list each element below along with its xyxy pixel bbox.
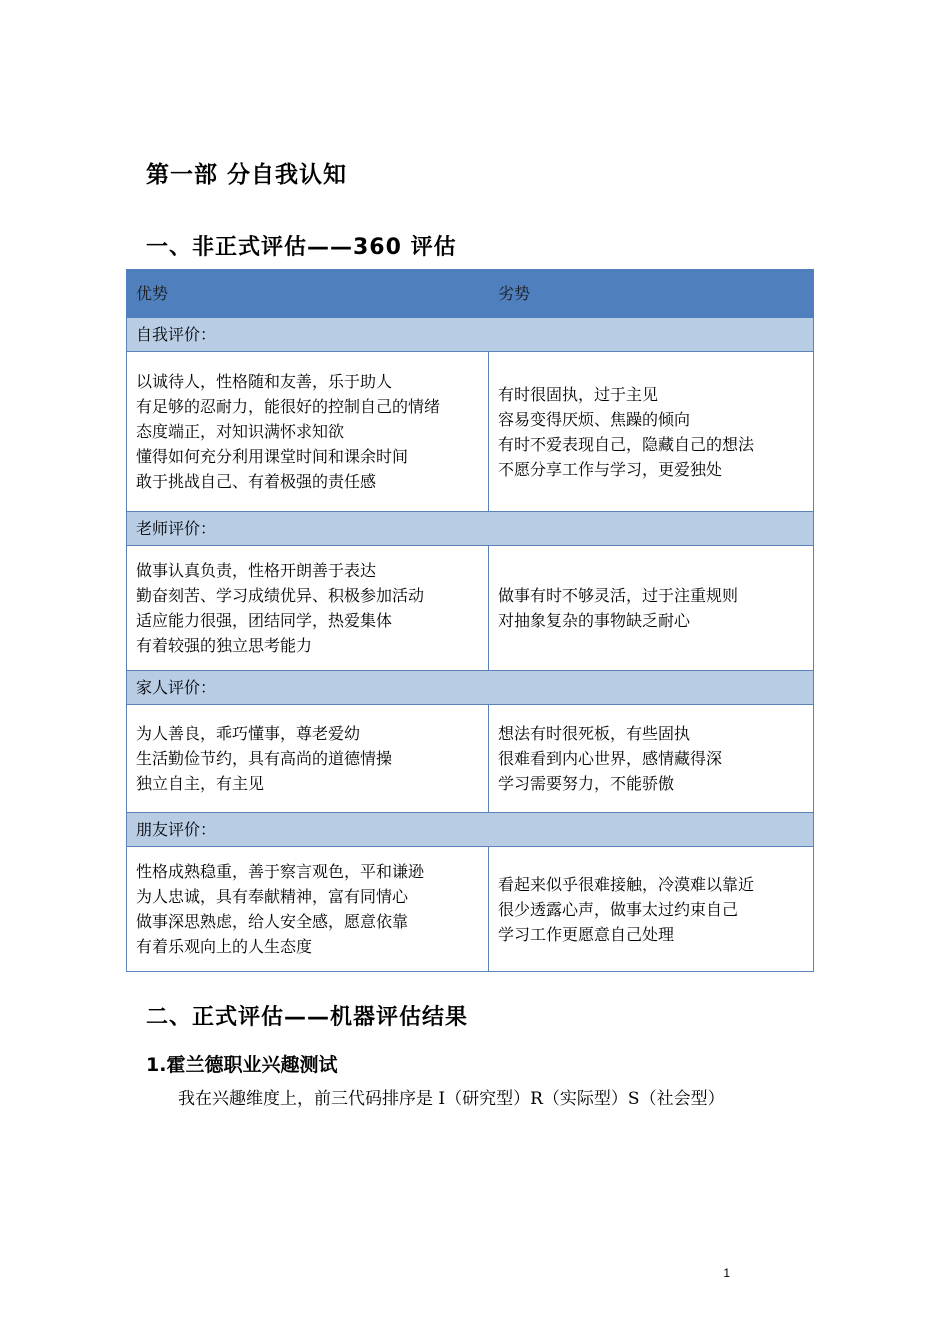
strength-line: 为人善良，乖巧懂事，尊老爱幼 — [136, 724, 361, 743]
section-row-friends — [127, 813, 814, 847]
header-strengths: 优势 — [127, 270, 489, 318]
strength-line: 懂得如何充分利用课堂时间和课余时间 — [136, 447, 409, 466]
weaknesses-cell-friends — [489, 847, 814, 972]
strength-line: 敢于挑战自己、有着极强的责任感 — [136, 472, 377, 491]
weakness-line: 学习工作更愿意自己处理 — [498, 924, 675, 944]
strengths-cell-teacher — [127, 546, 489, 671]
section2-title: 二、正式评估——机器评估结果 — [146, 1005, 469, 1030]
section1-title: 一、非正式评估——360 评估 — [146, 235, 457, 260]
strength-line: 以诚待人，性格随和友善，乐于助人 — [136, 372, 393, 391]
subsection-title: 1.霍兰德职业兴趣测试 — [146, 1054, 338, 1076]
weakness-line: 做事有时不够灵活，过于注重规则 — [498, 586, 739, 605]
strength-line: 做事深思熟虑，给人安全感，愿意依靠 — [136, 912, 409, 931]
section-label-friends: 朋友评价： — [127, 813, 814, 847]
weakness-line: 看起来似乎很难接触，冷漠难以靠近 — [498, 874, 755, 894]
table-header-row — [127, 270, 814, 318]
evaluation-table — [126, 269, 814, 972]
strength-line: 适应能力很强，团结同学，热爱集体 — [136, 611, 393, 630]
content-row-self — [127, 352, 814, 512]
section-row-self — [127, 318, 814, 352]
section-label-self: 自我评价： — [127, 318, 814, 352]
weaknesses-cell-family — [489, 705, 814, 813]
weakness-line: 不愿分享工作与学习，更爱独处 — [498, 459, 723, 479]
weakness-line: 有时不爱表现自己，隐藏自己的想法 — [498, 434, 755, 454]
weaknesses-cell-teacher — [489, 546, 814, 671]
weakness-line: 容易变得厌烦、焦躁的倾向 — [498, 409, 691, 429]
content-row-friends — [127, 847, 814, 972]
strength-line: 做事认真负责，性格开朗善于表达 — [136, 561, 377, 580]
section-row-teacher — [127, 512, 814, 546]
section-label-teacher: 老师评价： — [127, 512, 814, 546]
strengths-cell-friends — [127, 847, 489, 972]
strength-line: 为人忠诚，具有奉献精神，富有同情心 — [136, 887, 409, 906]
weaknesses-cell-self — [489, 352, 814, 512]
section-row-family — [127, 671, 814, 705]
content-row-teacher — [127, 546, 814, 671]
weakness-line: 有时很固执，过于主见 — [498, 384, 659, 404]
strength-line: 性格成熟稳重，善于察言观色，平和谦逊 — [136, 862, 425, 881]
strength-line: 有着乐观向上的人生态度 — [136, 937, 313, 956]
weakness-line: 对抽象复杂的事物缺乏耐心 — [498, 611, 691, 630]
section-label-family: 家人评价： — [127, 671, 814, 705]
weakness-line: 学习需要努力，不能骄傲 — [498, 774, 675, 793]
strength-line: 勤奋刻苦、学习成绩优异、积极参加活动 — [136, 586, 425, 605]
strength-line: 有足够的忍耐力，能很好的控制自己的情绪 — [136, 397, 441, 416]
weakness-line: 很少透露心声，做事太过约束自己 — [498, 899, 739, 919]
strengths-cell-self — [127, 352, 489, 512]
weakness-line: 很难看到内心世界，感情藏得深 — [498, 749, 723, 768]
part-heading: 第一部 分自我认知 — [146, 162, 348, 188]
strength-line: 态度端正，对知识满怀求知欲 — [136, 422, 345, 441]
strength-line: 有着较强的独立思考能力 — [136, 636, 313, 655]
content-row-family — [127, 705, 814, 813]
holland-result-paragraph: 我在兴趣维度上，前三代码排序是 I（研究型）R（实际型）S（社会型） — [178, 1089, 725, 1109]
weakness-line: 想法有时很死板，有些固执 — [498, 724, 691, 743]
header-weaknesses: 劣势 — [489, 270, 814, 318]
page-number: 1 — [723, 1266, 730, 1280]
strengths-cell-family — [127, 705, 489, 813]
strength-line: 独立自主，有主见 — [136, 774, 265, 793]
strength-line: 生活勤俭节约，具有高尚的道德情操 — [136, 749, 393, 768]
